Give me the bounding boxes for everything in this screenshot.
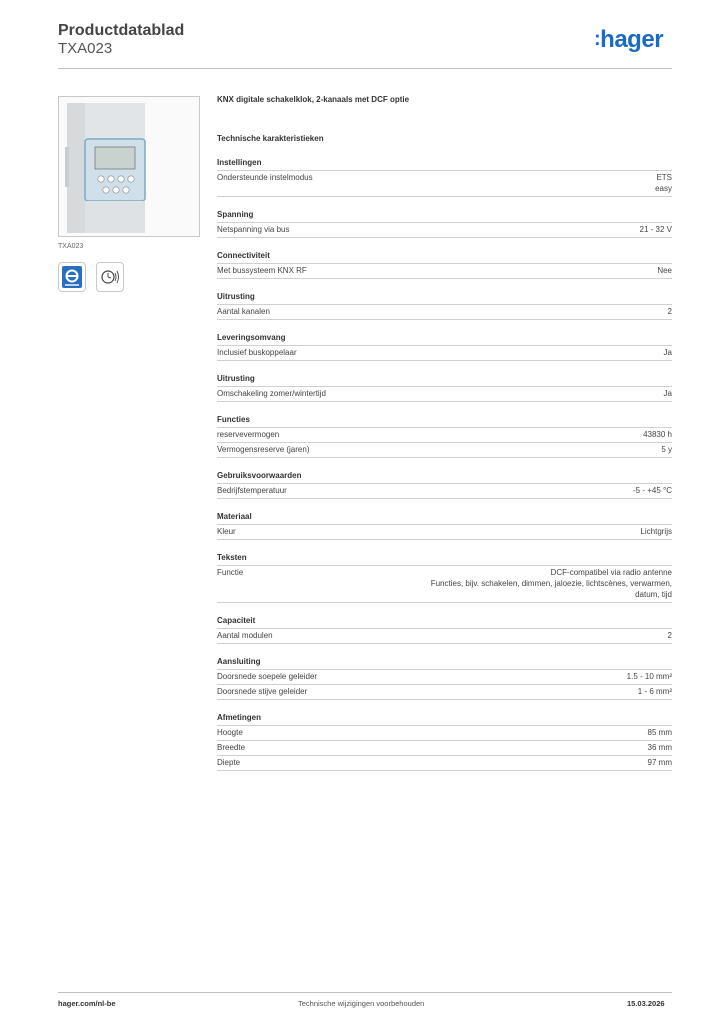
spec-group bbox=[217, 552, 672, 603]
spec-value bbox=[648, 742, 672, 753]
spec-content bbox=[217, 95, 672, 771]
group-title: Uitrusting bbox=[217, 291, 672, 305]
spec-label: Bedrijfstemperatuur bbox=[217, 486, 287, 495]
spec-value bbox=[648, 727, 672, 738]
spec-label: Omschakeling zomer/wintertijd bbox=[217, 389, 326, 398]
spec-value-line: 5 y bbox=[661, 445, 672, 454]
spec-group bbox=[217, 656, 672, 700]
spec-label: Met bussysteem KNX RF bbox=[217, 266, 307, 275]
spec-label: Aantal kanalen bbox=[217, 307, 270, 316]
spec-value-line: -5 - +45 °C bbox=[633, 486, 672, 495]
image-caption: TXA023 bbox=[58, 243, 84, 250]
spec-group bbox=[217, 511, 672, 540]
spec-value-line: Nee bbox=[657, 266, 672, 275]
footer-divider bbox=[58, 992, 672, 993]
spec-value bbox=[431, 567, 672, 600]
spec-value bbox=[655, 172, 672, 194]
spec-row bbox=[217, 566, 672, 603]
footer-notice: Technische wijzigingen voorbehouden bbox=[298, 999, 425, 1008]
group-title: Instellingen bbox=[217, 157, 672, 171]
page-title: Productdatablad bbox=[58, 22, 185, 39]
spec-value-line: 43830 h bbox=[643, 430, 672, 439]
e-badge-icon bbox=[58, 262, 86, 292]
spec-value bbox=[638, 686, 672, 697]
spec-label: Ondersteunde instelmodus bbox=[217, 173, 313, 182]
spec-value-line: 85 mm bbox=[647, 728, 672, 737]
spec-group bbox=[217, 157, 672, 197]
spec-row bbox=[217, 264, 672, 279]
spec-row bbox=[217, 726, 672, 741]
logo-text: hager bbox=[600, 26, 664, 53]
spec-value-line: easy bbox=[655, 184, 672, 193]
section-title: Technische karakteristieken bbox=[217, 134, 324, 143]
group-title: Materiaal bbox=[217, 511, 672, 525]
group-title: Capaciteit bbox=[217, 615, 672, 629]
spec-group bbox=[217, 209, 672, 238]
group-title: Afmetingen bbox=[217, 712, 672, 726]
group-title: Aansluiting bbox=[217, 656, 672, 670]
product-code: TXA023 bbox=[58, 40, 113, 57]
group-title: Uitrusting bbox=[217, 373, 672, 387]
product-image bbox=[58, 96, 200, 237]
group-title: Teksten bbox=[217, 552, 672, 566]
spec-value-line: 97 mm bbox=[647, 758, 672, 767]
spec-label: Inclusief buskoppelaar bbox=[217, 348, 297, 357]
spec-group bbox=[217, 250, 672, 279]
spec-value bbox=[627, 671, 672, 682]
spec-row bbox=[217, 670, 672, 685]
spec-label: Kleur bbox=[217, 527, 236, 536]
group-title: Spanning bbox=[217, 209, 672, 223]
spec-value-line: Ja bbox=[663, 348, 672, 357]
spec-group bbox=[217, 712, 672, 771]
spec-row bbox=[217, 387, 672, 402]
spec-row bbox=[217, 305, 672, 320]
spec-label: Aantal modulen bbox=[217, 631, 273, 640]
spec-group bbox=[217, 332, 672, 361]
spec-value-line: Functies, bijv. schakelen, dimmen, jaloezie, lichtscènes, verwarmen, bbox=[430, 579, 672, 588]
spec-value bbox=[633, 485, 672, 496]
spec-row bbox=[217, 756, 672, 771]
spec-group bbox=[217, 373, 672, 402]
group-title: Gebruiksvoorwaarden bbox=[217, 470, 672, 484]
spec-row bbox=[217, 484, 672, 499]
spec-value bbox=[661, 444, 672, 455]
spec-value bbox=[657, 265, 672, 276]
header-divider bbox=[58, 68, 672, 69]
spec-value bbox=[643, 429, 672, 440]
spec-row bbox=[217, 443, 672, 458]
spec-row bbox=[217, 685, 672, 700]
spec-groups bbox=[217, 157, 672, 771]
spec-value-line: datum, tijd bbox=[635, 590, 672, 599]
spec-value-line: Lichtgrijs bbox=[640, 527, 672, 536]
group-title: Connectiviteit bbox=[217, 250, 672, 264]
spec-label: Vermogensreserve (jaren) bbox=[217, 445, 310, 454]
spec-group bbox=[217, 414, 672, 458]
spec-label: Diepte bbox=[217, 758, 241, 767]
spec-value-line: DCF-compatibel via radio antenne bbox=[550, 568, 672, 577]
spec-group bbox=[217, 470, 672, 499]
spec-label: Breedte bbox=[217, 743, 246, 752]
spec-row bbox=[217, 741, 672, 756]
spec-group bbox=[217, 291, 672, 320]
spec-value bbox=[640, 224, 672, 235]
spec-label: Doorsnede stijve geleider bbox=[217, 687, 308, 696]
hager-logo: :hager bbox=[594, 26, 664, 53]
spec-value-line: ETS bbox=[656, 173, 672, 182]
spec-label: reservevermogen bbox=[217, 430, 280, 439]
spec-value-line: 1.5 - 10 mm² bbox=[626, 672, 672, 681]
clock-icon bbox=[96, 262, 124, 292]
spec-value bbox=[664, 347, 672, 358]
spec-label: Doorsnede soepele geleider bbox=[217, 672, 318, 681]
spec-value bbox=[640, 526, 672, 537]
spec-row bbox=[217, 223, 672, 238]
spec-value-line: 36 mm bbox=[647, 743, 672, 752]
footer-date: 15.03.2026 bbox=[627, 999, 665, 1008]
spec-value bbox=[664, 388, 672, 399]
spec-label: Functie bbox=[217, 568, 244, 577]
spec-row bbox=[217, 428, 672, 443]
spec-value-line: 21 - 32 V bbox=[639, 225, 672, 234]
spec-value-line: 2 bbox=[667, 307, 672, 316]
spec-row bbox=[217, 525, 672, 540]
spec-value-line: Ja bbox=[663, 389, 672, 398]
spec-group bbox=[217, 615, 672, 644]
spec-row bbox=[217, 346, 672, 361]
spec-value-line: 1 - 6 mm² bbox=[637, 687, 672, 696]
product-name: KNX digitale schakelklok, 2-kanaals met DCF optie bbox=[217, 95, 410, 104]
spec-row bbox=[217, 171, 672, 197]
spec-value bbox=[668, 306, 672, 317]
group-title: Functies bbox=[217, 414, 672, 428]
footer-website[interactable]: hager.com/nl-be bbox=[58, 999, 116, 1008]
group-title: Leveringsomvang bbox=[217, 332, 672, 346]
spec-value bbox=[648, 757, 672, 768]
spec-row bbox=[217, 629, 672, 644]
spec-value-line: 2 bbox=[667, 631, 672, 640]
spec-label: Netspanning via bus bbox=[217, 225, 290, 234]
spec-value bbox=[668, 630, 672, 641]
spec-label: Hoogte bbox=[217, 728, 243, 737]
